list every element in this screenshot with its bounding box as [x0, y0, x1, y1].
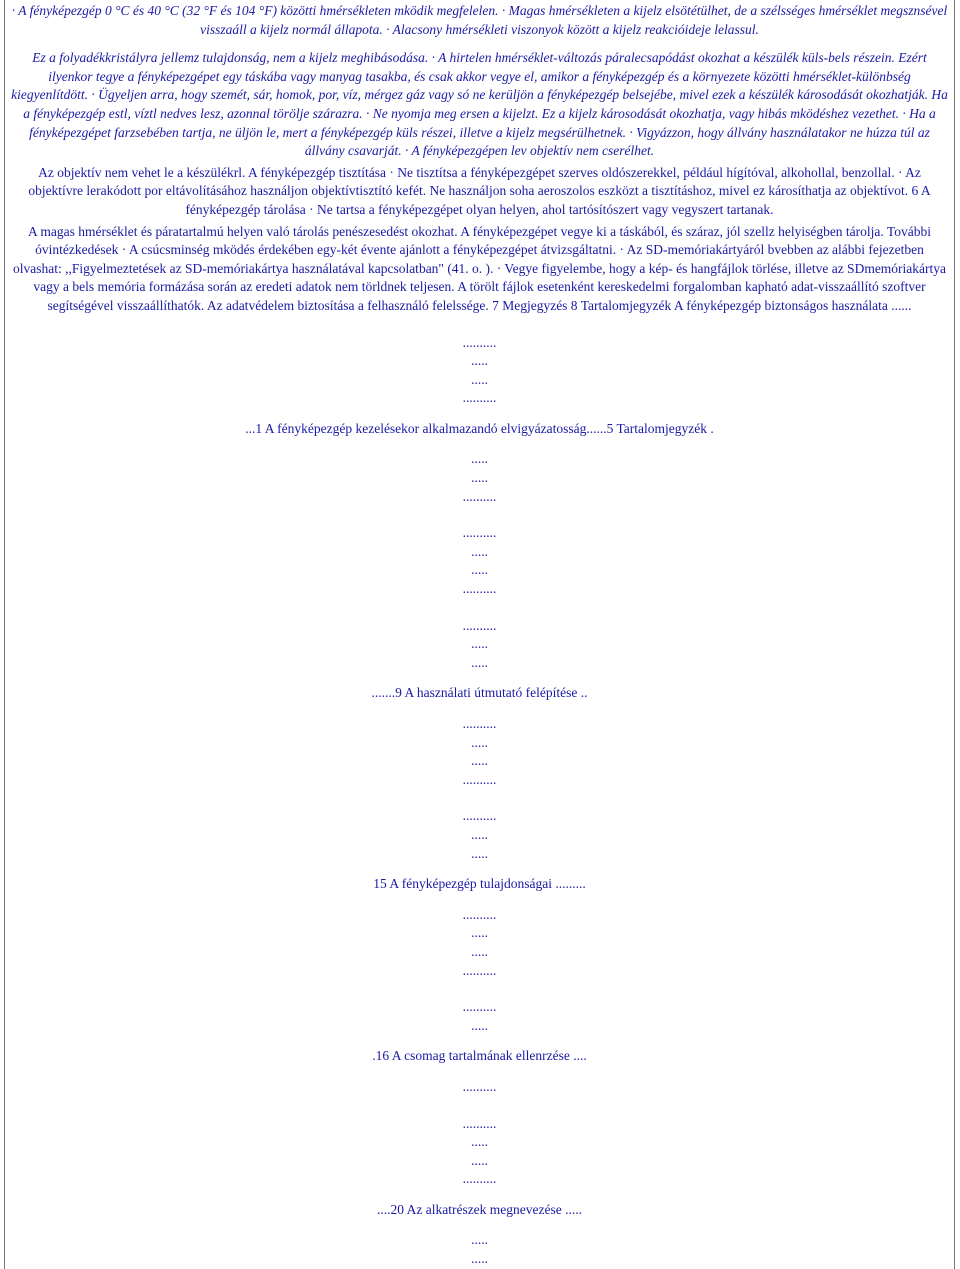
toc-dot-leader: ..... — [471, 371, 488, 387]
toc-dot-leader: ..... — [471, 753, 488, 769]
toc-dot-leader: ..... — [471, 1232, 488, 1248]
toc-dot-leader: .......... — [462, 1171, 497, 1187]
toc-dot-leader: .......... — [462, 808, 497, 824]
toc-dot-leader: ..... — [471, 654, 488, 670]
document-body — [5, 0, 954, 1269]
toc-dot-leader: ..... — [471, 470, 488, 486]
toc-dot-leader: .......... — [462, 488, 497, 504]
toc-dot-leader: ..... — [471, 562, 488, 578]
toc-dot-leader: ..... — [471, 1251, 488, 1267]
document-page — [4, 0, 955, 1269]
toc-spacer — [11, 599, 948, 617]
toc-dot-leader: .......... — [462, 617, 497, 633]
toc-dot-leader: .......... — [462, 334, 497, 350]
toc-dot-leader: ..... — [471, 451, 488, 467]
toc-dot-leader: .......... — [462, 771, 497, 787]
toc-dot-leader: .......... — [462, 716, 497, 731]
body-paragraph: A magas hmérséklet és páratartalmú helyen való tárolás penészesedést okozhat. A fényképezgépet vegye ki a táskából, és száraz, jól szellz helyiségben tárolja. További óvintézkedések · A csúcsminség mködés érdekében egy-két évente ajánlott a fényképezgépet átvizsgáltatni. · Az SD-memóriakártyáról bvebben az alábbi fejezetben olvashat: ,,Figyelmeztetések az SD-memóriakártya használatával kapcsolatban" (41. o. ). · Vegye figyelembe, hogy a kép- és hangfájlok törlése, illetve az SDmemóriakártya vagy a bels memória formázása során az eredeti adatok nem törldnek teljesen. A törölt fájlok esetenként kereskedelmi forgalomban kapható adat-visszaállító szoftver segítségével visszaállíthatók. Az adatvédelem biztosítása a felhasználó felelssége. 7 Megjegyzés 8 Tartalomjegyzék A fényképezgép biztonságos használata ...... — [12, 223, 947, 313]
toc-entry: .......9 A használati útmutató felépítése .. — [371, 685, 588, 701]
body-paragraph: Ez a folyadékkristályra jellemz tulajdonság, nem a kijelz meghibásodása. · A hirtelen hmérséklet-változás páralecsapódást okozhat a készülék küls-bels részein. Ezért ilyenkor tegye a fényképezgépet egy táskába vagy manyag tasakba, és csak akkor vegye el, amikor a fényképezgép és a környezete közötti hmérséklet-különbség kiegyenlítdött. · Ügyeljen arra, hogy szemét, sár, homok, por, víz, mérgez gáz vagy só ne kerüljön a fényképezgép belsejébe, mivel ezek a készülék károsodását okozhatják. Ha a fényképezgép estl, víztl nedves lesz, azonnal törölje szárazra. · Ne nyomja meg ersen a kijelzt. Ez a kijelz károsodását okozhatja, vagy hibás mködéshez vezethet. · Ha a fényképezgépet farzsebében tartja, ne üljön le, mert a fényképezgép küls részei, illetve a kijelz megsérülhetnek. · Vigyázzon, hogy állvány használatakor ne húzza túl az állvány csavarját. · A fényképezgépen lev objektív nem cserélhet. — [11, 50, 948, 159]
toc-entry: ....20 Az alkatrészek megnevezése ..... — [376, 1201, 583, 1217]
toc-dot-leader: ..... — [471, 943, 488, 959]
toc-dot-leader: .......... — [462, 999, 497, 1015]
toc-dot-leader: .......... — [462, 581, 497, 597]
toc-dot-leader: ..... — [471, 1134, 488, 1150]
toc-dot-leader: ..... — [471, 353, 488, 369]
table-of-contents — [11, 334, 948, 1269]
toc-dot-leader: ..... — [471, 925, 488, 941]
toc-entry: ...1 A fényképezgép kezelésekor alkalmazandó elvigyázatosság......5 Tartalomjegyzék . — [245, 420, 714, 436]
toc-dot-leader: .......... — [462, 1115, 497, 1131]
toc-dot-leader: ..... — [471, 543, 488, 559]
toc-dot-leader: .......... — [462, 1078, 497, 1094]
toc-dot-leader: ..... — [471, 1152, 488, 1168]
toc-dot-leader: ..... — [471, 1017, 488, 1033]
toc-dot-leader: .......... — [462, 962, 497, 978]
toc-dot-leader: ..... — [471, 845, 488, 861]
toc-dot-leader: ..... — [471, 826, 488, 842]
toc-entry: 15 A fényképezgép tulajdonságai ......... — [373, 876, 586, 892]
toc-dot-leader: ..... — [471, 636, 488, 652]
body-paragraph: · A fényképezgép 0 °C és 40 °C (32 °F és 104 °F) közötti hmérsékleten mködik megfelelen. · Magas hmérsékleten a kijelz elsötétülhet, de a szélsséges hmérséklet megsznsével visszaáll a kijelz normál állapota. · Alacsony hmérsékleti viszonyok között a kijelz reakcióideje lelassul. — [11, 3, 948, 37]
toc-dot-leader: .......... — [462, 906, 497, 922]
toc-dot-leader: ..... — [471, 734, 488, 750]
toc-spacer — [11, 789, 948, 807]
toc-dot-leader: .......... — [462, 390, 497, 406]
toc-dot-leader: .......... — [462, 525, 497, 541]
toc-spacer — [11, 1097, 948, 1115]
toc-spacer — [11, 980, 948, 998]
body-paragraph: Az objektív nem vehet le a készülékrl. A fényképezgép tisztítása · Ne tisztítsa a fényképezgépet szerves oldószerekkel, például hígítóval, alkohollal, benzollal. · Az objektívre lerakódott por eltávolításához használjon objektívtisztító kefét. Ne használjon soha aeroszolos eszközt a tisztításhoz, mivel ez károsíthatja az objektívot. 6 A fényképezgép tárolása · Ne tartsa a fényképezgépet olyan helyen, ahol tartósítószert vagy vegyszert tartanak. — [28, 164, 931, 217]
toc-spacer — [11, 506, 948, 524]
toc-entry: .16 A csomag tartalmának ellenrzése .... — [372, 1048, 587, 1064]
body-paragraphs — [11, 2, 948, 316]
